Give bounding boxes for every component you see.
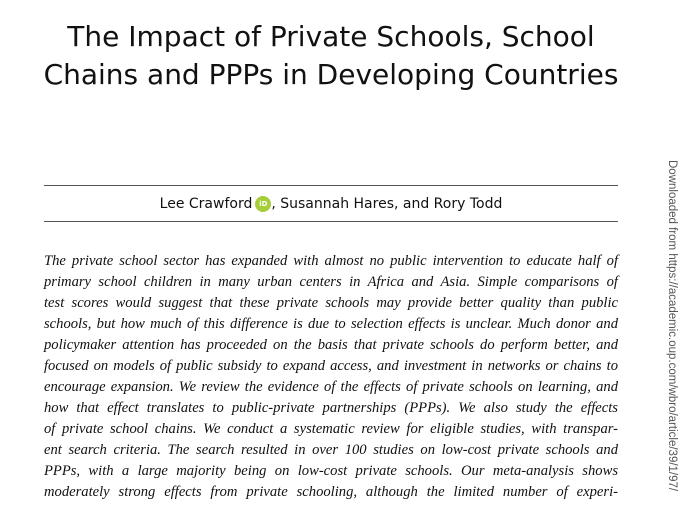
orcid-icon[interactable]: iD	[255, 196, 271, 212]
abstract-line: PPPs, with a large majority being on low-cost private schools. Our meta-analysis shows	[44, 463, 618, 479]
bottom-divider	[44, 221, 618, 222]
abstract	[44, 251, 618, 503]
abstract-line: focused on models of public subsidy to expand access, and investment in networks or chains to	[44, 358, 618, 374]
paper-title	[0, 18, 662, 94]
abstract-line: how that effect translates to public-private partnerships (PPPs). We also study the effects	[44, 400, 618, 416]
abstract-line: The private school sector has expanded with almost no public intervention to educate half of	[44, 253, 618, 269]
download-watermark: Downloaded from https://academic.oup.com/wbro/article/39/1/97/	[666, 160, 678, 492]
author-list	[44, 193, 618, 215]
title-line: The Impact of Private Schools, School	[67, 20, 595, 53]
abstract-line: encourage expansion. We review the evidence of the effects of private schools on learning, and	[44, 379, 618, 395]
coauthors: , Susannah Hares, and Rory Todd	[271, 196, 503, 212]
top-divider	[44, 185, 618, 186]
title-line: Chains and PPPs in Developing Countries	[43, 58, 619, 91]
abstract-line: ent search criteria. The search resulted in over 100 studies on low-cost private schools and	[44, 442, 618, 458]
abstract-line: test scores would suggest that these private schools may provide better quality than public	[44, 295, 618, 311]
abstract-line: moderately strong effects from private schooling, although the limited number of experi-	[44, 484, 618, 500]
abstract-line: primary school children in many urban centers in Africa and Asia. Simple comparisons of	[44, 274, 618, 290]
abstract-line: schools, but how much of this difference is due to selection effects is unclear. Much donor and	[44, 316, 618, 332]
abstract-line: policymaker attention has proceeded on the basis that private schools do perform better, and	[44, 337, 618, 353]
author-lee-crawford: Lee Crawford	[159, 196, 253, 212]
abstract-line: of private school chains. We conduct a systematic review for eligible studies, with transpar-	[44, 421, 618, 437]
